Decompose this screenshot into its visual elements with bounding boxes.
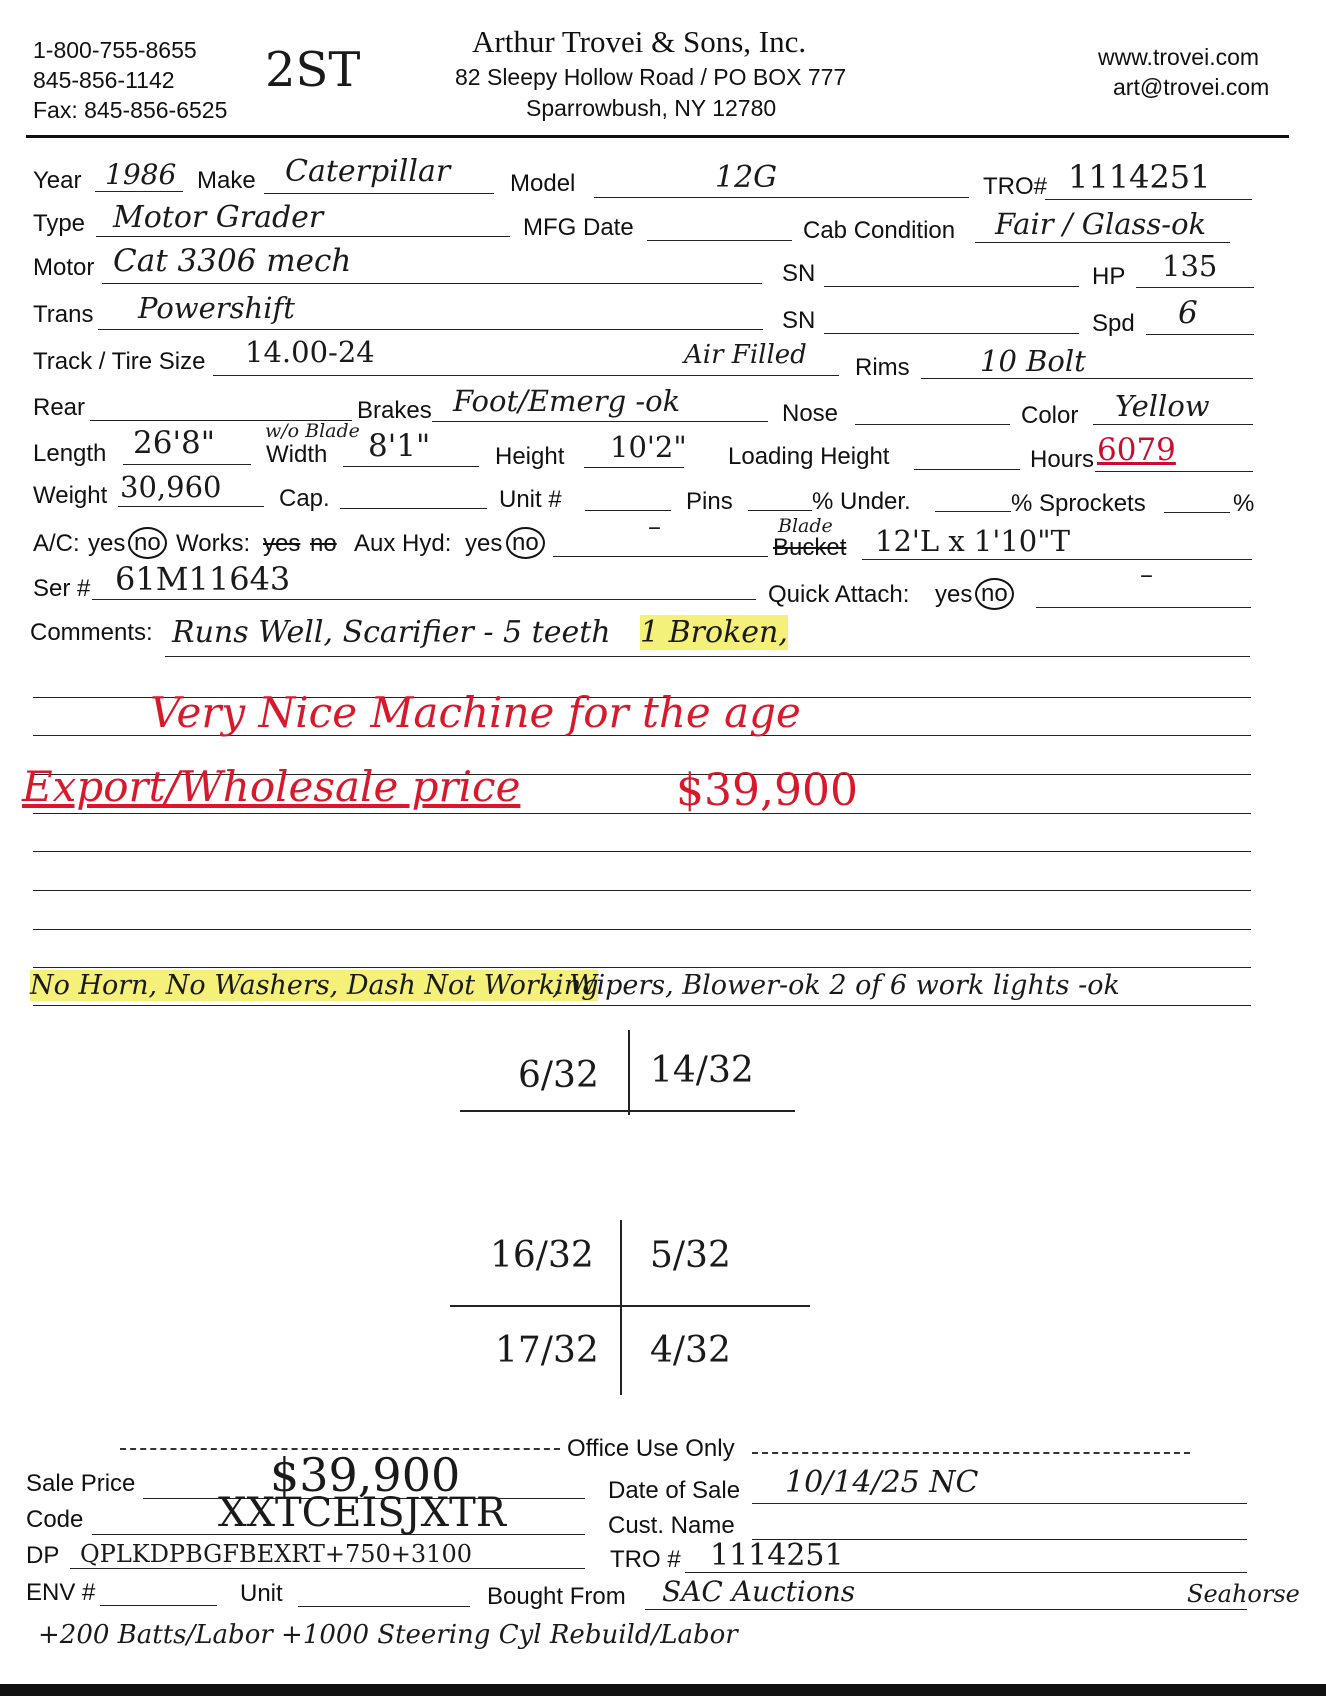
tread-grid-bottom-right: 4/32 [650,1330,731,1371]
model-label: Model [510,170,576,197]
length-value: 26'8" [133,425,215,461]
customer-name-label: Cust. Name [608,1512,735,1539]
motor-label: Motor [33,254,95,281]
aux-hyd-label: Aux Hyd: [354,530,452,557]
quick-attach-label: Quick Attach: [768,581,910,608]
hp-value: 135 [1162,249,1218,283]
tread-top-right: 14/32 [650,1050,754,1091]
serial-value: 61M11643 [115,560,291,598]
serial-label: Ser # [33,575,91,602]
phone-1: 1-800-755-8655 [33,37,197,63]
fax-number: Fax: 845-856-6525 [33,97,228,123]
ac-yes: yes [88,530,126,557]
make-label: Make [197,167,256,194]
width-value: 8'1" [368,428,431,464]
motor-value: Cat 3306 mech [113,243,352,279]
date-of-sale-label: Date of Sale [608,1477,741,1504]
comments-value: Runs Well, Scarifier - 5 teeth [172,615,611,650]
tread-top-left: 6/32 [518,1055,599,1096]
capacity-label: Cap. [279,485,330,512]
trans-label: Trans [33,301,94,328]
office-tro-label: TRO # [610,1546,681,1573]
dp-label: DP [26,1542,60,1569]
brakes-value: Foot/Emerg -ok [453,384,681,418]
weight-value: 30,960 [120,470,222,504]
sale-price-label: Sale Price [26,1470,136,1497]
sale-price-value: $39,900 [270,1448,461,1502]
company-address-1: 82 Sleepy Hollow Road / PO BOX 777 [455,64,847,90]
handwritten-stock-note: 2ST [265,42,361,98]
length-label: Length [33,440,107,467]
condition-note-rest: , Wipers, Blower-ok 2 of 6 work lights -ok [552,970,1120,1001]
dp-value: QPLKDPBGFBEXRT+750+3100 [80,1540,472,1568]
hours-label: Hours [1030,446,1095,473]
tread-grid-top-right: 5/32 [650,1235,731,1276]
color-label: Color [1021,402,1079,429]
unit-number-label: Unit # [499,486,562,513]
sprockets-label: % Sprockets [1011,490,1146,517]
weight-label: Weight [33,482,108,509]
tro-value: 1114251 [1068,158,1211,196]
year-label: Year [33,167,82,194]
blade-value: 12'L x 1'10"T [875,524,1070,558]
pins-label: Pins [686,488,733,515]
type-value: Motor Grader [113,200,324,235]
office-use-title: Office Use Only [567,1435,735,1462]
tread-grid-horizontal [450,1305,810,1307]
bought-from-value: SAC Auctions [662,1575,856,1608]
phone-2: 845-856-1142 [33,67,175,93]
hours-value: 6079 [1097,432,1176,468]
company-name: Arthur Trovei & Sons, Inc. [472,24,807,59]
bucket-label-struck: Bucket [773,534,847,561]
bought-from-label: Bought From [487,1583,626,1610]
tread-top-divider [628,1030,630,1115]
office-divider-right [752,1452,1190,1454]
height-label: Height [495,443,565,470]
tro-label: TRO# [983,173,1048,200]
height-value: 10'2" [610,430,687,464]
under-label: % Under. [812,488,911,515]
works-yes-struck: yes [263,530,301,557]
red-note-price-value: $39,900 [676,765,858,816]
condition-note-highlighted: No Horn, No Washers, Dash Not Working [30,970,599,1001]
hp-label: HP [1092,263,1126,290]
tire-size-label: Track / Tire Size [33,348,206,375]
comments-label: Comments: [30,619,153,646]
email-link[interactable]: art@trovei.com [1113,74,1270,100]
blade-label: Blade [778,515,833,537]
code-label: Code [26,1506,84,1533]
trans-value: Powershift [138,291,295,325]
type-label: Type [33,210,86,237]
red-note-line-1: Very Nice Machine for the age [150,688,801,737]
loading-height-label: Loading Height [728,443,890,470]
quick-attach-dash: – [1140,560,1153,590]
quick-attach-no-circled: no [975,578,1014,610]
model-value: 12G [715,160,778,195]
color-value: Yellow [1115,389,1210,423]
rims-label: Rims [855,354,910,381]
works-no-struck: no [310,530,337,557]
scan-bottom-edge [0,1684,1326,1696]
tire-size-value: 14.00-24 [245,335,375,369]
unit-label: Unit [240,1580,283,1607]
width-note: w/o Blade [265,420,360,442]
tread-grid-top-left: 16/32 [490,1235,594,1276]
tread-top-baseline [460,1110,795,1112]
ac-no-circled: no [128,527,167,559]
rear-label: Rear [33,394,86,421]
website-link[interactable]: www.trovei.com [1098,44,1260,70]
year-value: 1986 [105,158,177,191]
aux-yes: yes [465,530,503,557]
header-divider [26,135,1289,138]
motor-sn-label: SN [782,260,816,287]
cab-condition-label: Cab Condition [803,217,956,244]
sprockets-percent: % [1233,490,1255,517]
seller-note: Seahorse [1187,1580,1300,1608]
cab-condition-value: Fair / Glass-ok [995,207,1207,241]
red-note-price-label: Export/Wholesale price [22,762,521,811]
env-label: ENV # [26,1579,96,1606]
aux-dash: – [648,512,661,542]
quick-attach-yes: yes [935,581,973,608]
tread-grid-vertical [620,1220,622,1395]
comments-highlighted: 1 Broken, [640,615,788,650]
brakes-label: Brakes [357,397,432,424]
trans-sn-label: SN [782,307,816,334]
office-tro-value: 1114251 [710,1538,844,1573]
company-address-2: Sparrowbush, NY 12780 [526,95,777,121]
nose-label: Nose [782,400,839,427]
tread-grid-bottom-left: 17/32 [495,1330,599,1371]
code-value: XXTCEISJXTR [218,1490,506,1536]
ac-label: A/C: [33,530,80,557]
width-label: Width [266,441,328,468]
date-of-sale-value: 10/14/25 NC [785,1465,979,1500]
speed-value: 6 [1178,295,1198,331]
works-label: Works: [176,530,251,557]
aux-no-circled: no [506,527,545,559]
rims-value: 10 Bolt [980,344,1086,378]
mfg-date-label: MFG Date [523,214,634,241]
bottom-cost-note: +200 Batts/Labor +1000 Steering Cyl Rebuild/Labor [38,1620,738,1650]
speed-label: Spd [1092,310,1135,337]
tire-note: Air Filled [684,340,807,370]
make-value: Caterpillar [285,154,451,189]
